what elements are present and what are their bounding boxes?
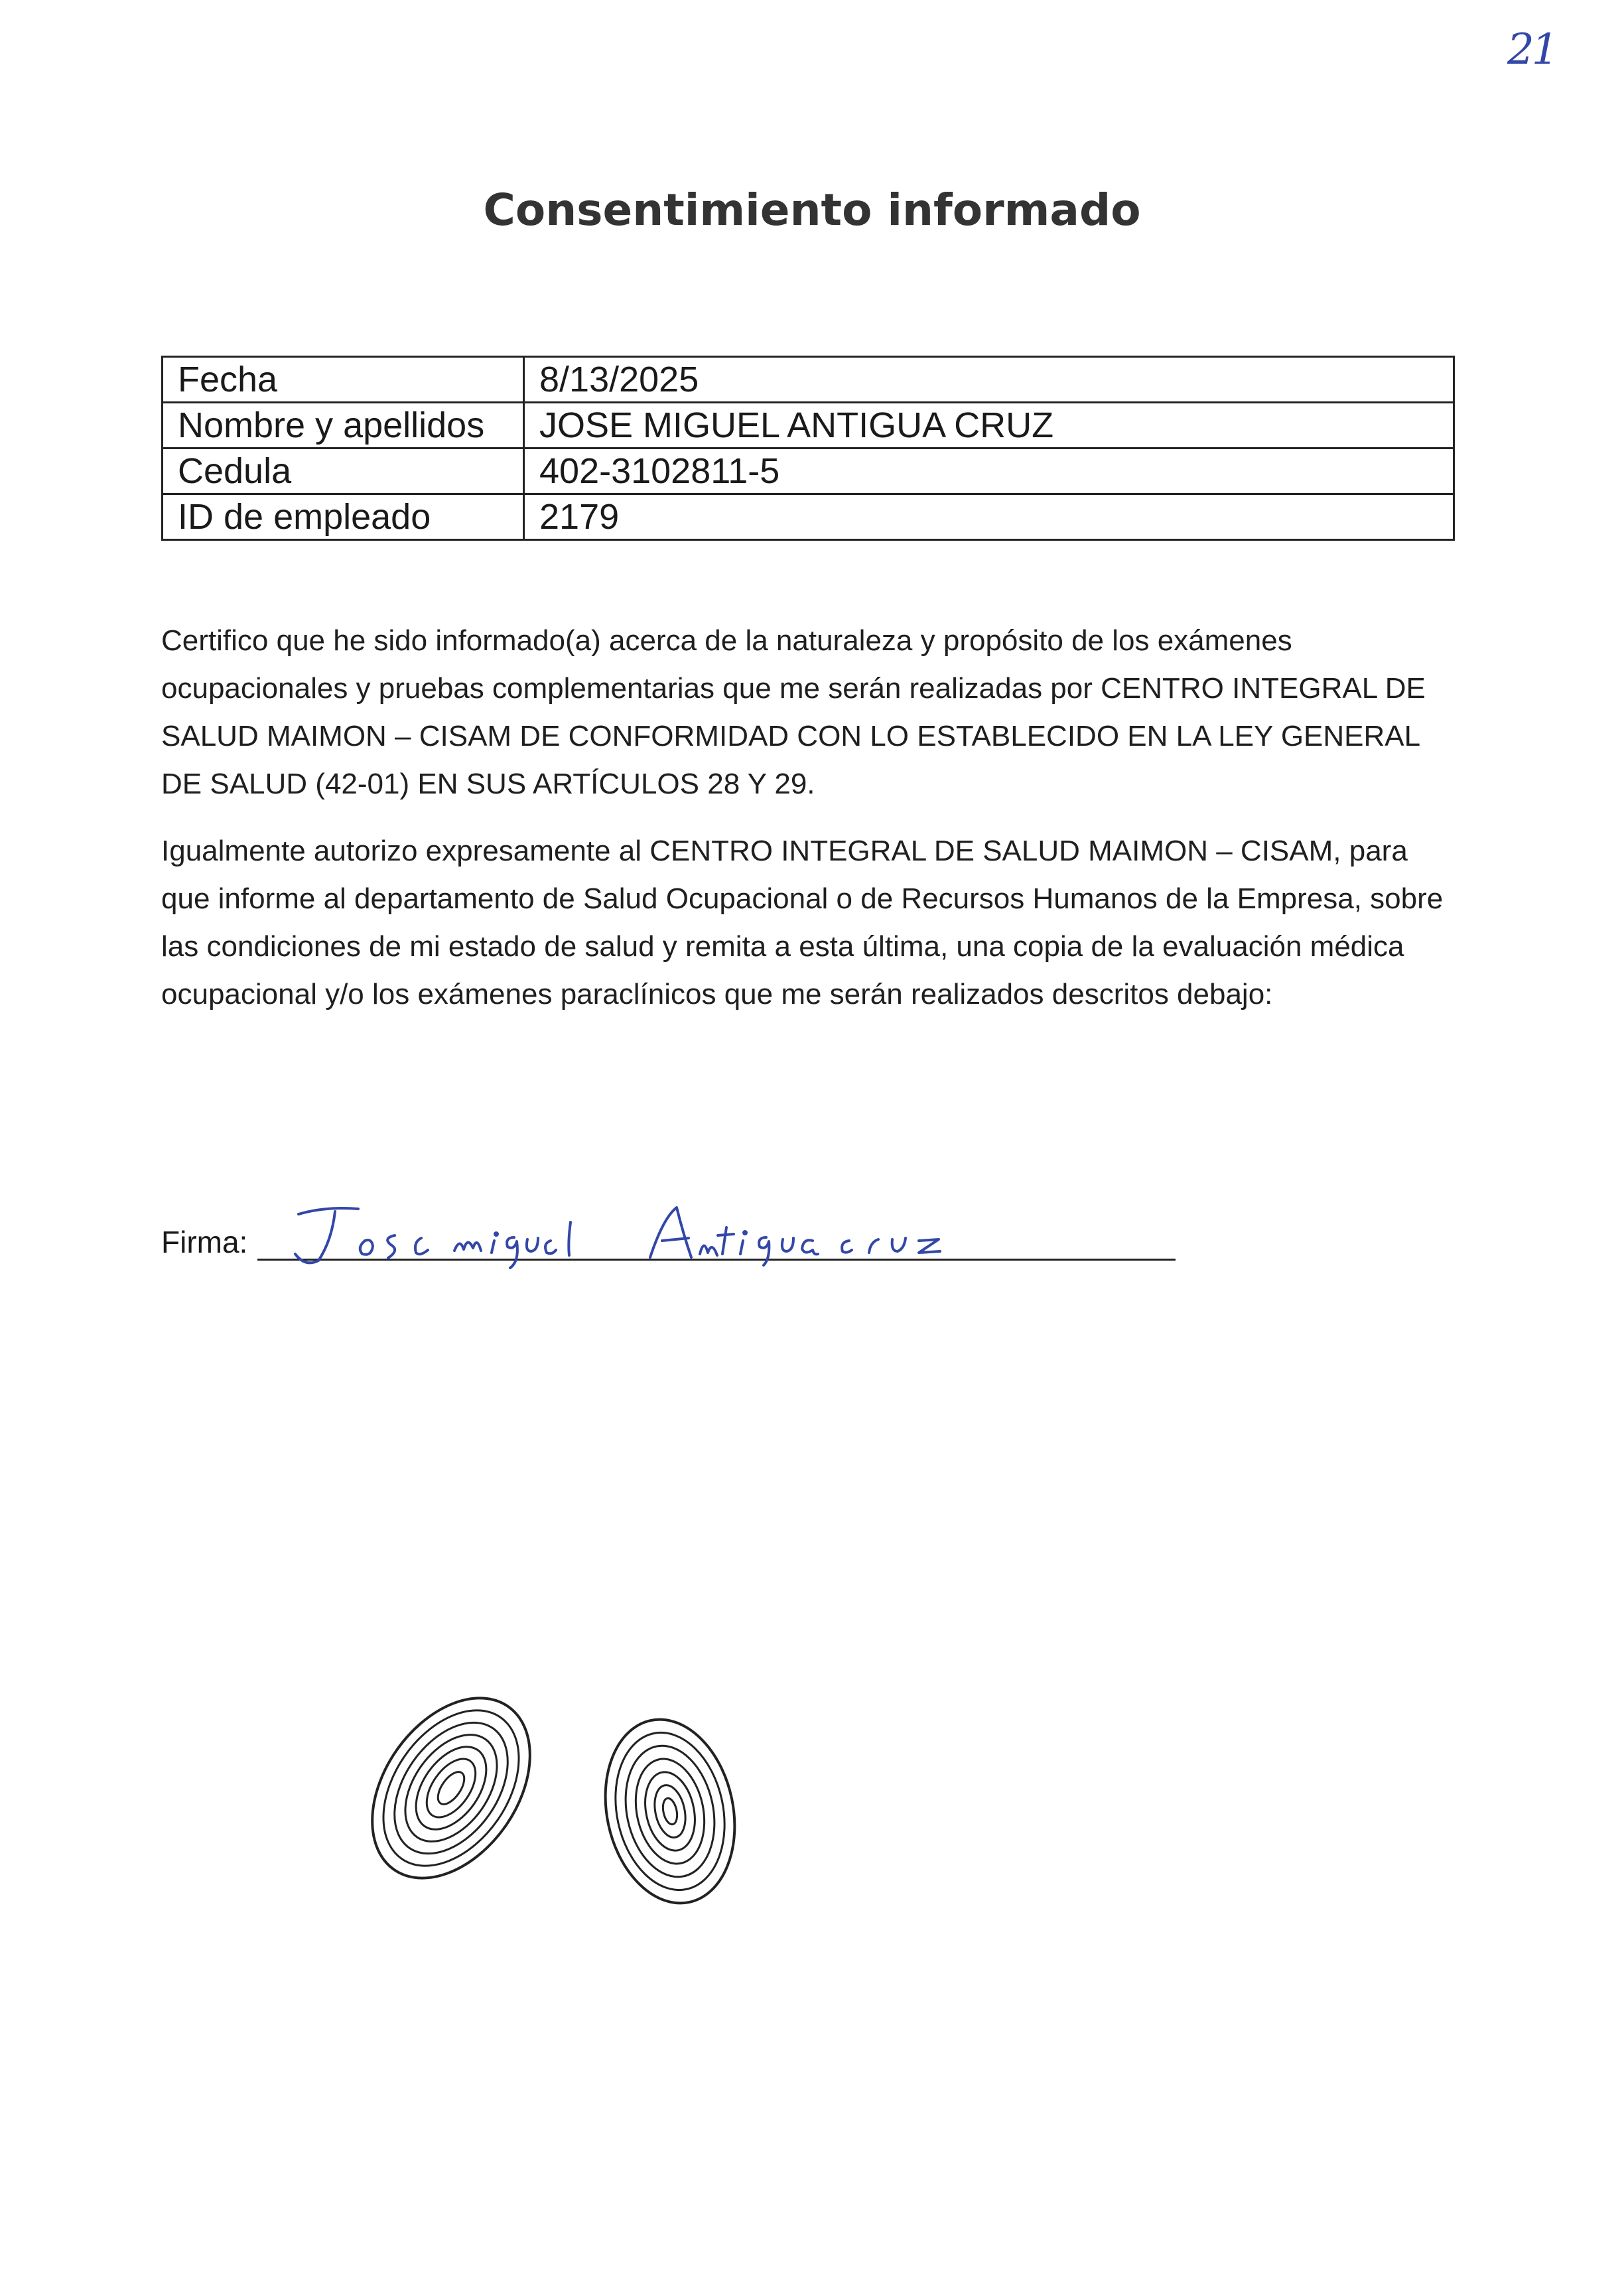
fecha-label: Fecha [163,357,524,403]
fingerprint-left [352,1679,551,1898]
handwritten-signature [279,1174,1022,1281]
nombre-label: Nombre y apellidos [163,403,524,449]
empleado-id-label: ID de empleado [163,494,524,540]
table-row [163,494,1454,540]
consent-paragraph-1: Certifico que he sido informado(a) acerca de la naturaleza y propósito de los exámenes ocupacionales y pruebas complementarias que me serán realizadas por CENTRO INTEGRAL DE SALUD MAIMON – CISAM DE CONFORMIDAD CON LO ESTABLECIDO EN LA LEY GENERAL DE SALUD (42-01) EN SUS ARTÍCULOS 28 Y 29. [161,624,1426,800]
signature-label: Firma: [161,1225,248,1259]
cedula-value: 402-3102811-5 [524,449,1454,494]
fingerprint-right [590,1705,750,1917]
page-number: 21 [1507,25,1556,74]
page-title: Consentimiento informado [483,184,1141,236]
info-table [161,356,1455,541]
cedula-label: Cedula [163,449,524,494]
consent-paragraph-2: Igualmente autorizo expresamente al CENTRO INTEGRAL DE SALUD MAIMON – CISAM, para que informe al departamento de Salud Ocupacional o de Recursos Humanos de la Empresa, sobre las condiciones de mi estado de salud y remita a esta última, una copia de la evaluación médica ocupacional y/o los exámenes paraclínicos que me serán realizados descritos debajo: [161,835,1444,1010]
table-row [163,403,1454,449]
table-row [163,449,1454,494]
nombre-value: JOSE MIGUEL ANTIGUA CRUZ [524,403,1454,449]
empleado-id-value: 2179 [524,494,1454,540]
fecha-value: 8/13/2025 [524,357,1454,403]
table-row [163,357,1454,403]
